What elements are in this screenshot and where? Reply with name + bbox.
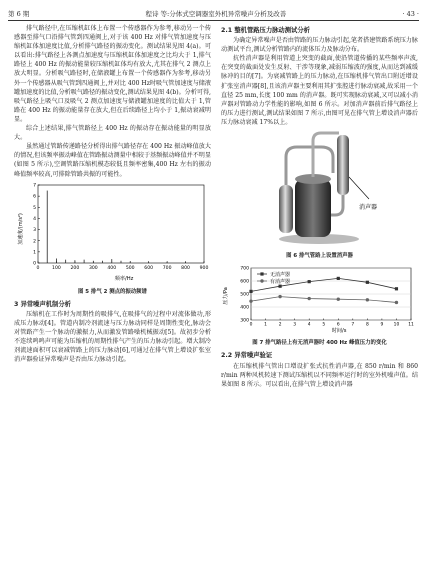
data-point xyxy=(337,277,340,280)
y-tick-label: 4 xyxy=(33,216,36,222)
y-tick-label: 2 xyxy=(33,238,36,244)
data-point xyxy=(395,301,398,304)
data-point xyxy=(249,290,252,293)
page-number: · 43 · xyxy=(402,10,419,18)
x-tick-label: 7 xyxy=(351,322,355,328)
paragraph: 压缩机在工作时为周期性的吸排气,在吸排气的过程中对流体做功,形成压力脉动[4]。管道内制冷剂流速与压力脉动同样是周期性变化,脉动会对管路产生一个脉动的激振力,从而激发管路噪机械振动[5]。故初步分析不连续鸣鸣声可能为压缩机的周期性排气产生的压力脉动引起。增大制冷剂流速面积可以衰减管路上的压力脉动[6],可通过在排气管上增设扩张室消声器验证异常噪声是否由压力脉动引起。 xyxy=(14,310,211,364)
x-tick-label: 10 xyxy=(393,322,400,328)
data-point xyxy=(278,285,281,288)
paragraph: 排气路径中,在压缩机缸体上布置一个传感器作为参考,移动另一个传感器至排气口沿排气管到四通阀上,对于该 400 Hz 对排气管加速度与压缩机缸体加速度比值,分析排气路径的振动变化。测试结果见图 4(a)。可以看出:排气路径上各测点加速度与压缩机缸体加速度之比均大于 1,排气路径上 400 Hz 的振动能量较压缩机缸体均有放大,尤其在排气 2 测点上放大明显。分析吸气路径时,在储液罐上布置一个传感器作为参考,移动另外一个传感器从吸气管到四通阀上,并对比 400 Hz时吸气管加速度与储液罐加速度的比值,分析吸气路径的振动变化,测试结果见图 4(b)。分析可得,吸气路径上吸气口及吸气 2 测点加速度与储液罐加速度的比值大于 1,管路在 400 Hz 的振动能量存在放大,但在后续路径上均小于 1,振动衰减明显。 xyxy=(14,25,211,123)
right-column xyxy=(221,24,418,389)
y-tick-label: 3 xyxy=(33,227,36,233)
paragraph: 虽然通过管路传递路径分析得出排气路径存在 400 Hz 振动峰值放大的情况,但该频率振动峰值在管路振动测量中相较于基频振动峰值并不明显(如图 5 所示),空调管路压缩机模态较低且频率密集,400 Hz 左右的振动峰值频率较高,可排除管路共振的可能性。 xyxy=(14,143,211,178)
figure-caption: 图 6 排气管路上设置消声器 xyxy=(286,253,353,260)
data-point xyxy=(278,295,281,298)
paragraph: 为确定异常噪声是否由管路的压力脉动引起,笔者搭建管路系统压力脉动测试平台,测试分析管路内的流体压力及脉动分布。 xyxy=(221,37,418,54)
figure-7 xyxy=(221,264,418,348)
data-point xyxy=(337,298,340,301)
x-tick-label: 4 xyxy=(307,322,311,328)
series-line xyxy=(251,297,396,303)
x-tick-label: 11 xyxy=(408,322,414,328)
x-tick-label: 700 xyxy=(162,265,172,271)
running-title: 程诗 等:分体式空调器室外机异常噪声分析及改善 xyxy=(145,10,287,18)
x-tick-label: 5 xyxy=(322,322,326,328)
x-tick-label: 8 xyxy=(365,322,369,328)
paragraph: 综合上述结果,排气管路径上 400 Hz 的振动存在振动能量的明显放大。 xyxy=(14,125,211,142)
x-tick-label: 0 xyxy=(36,265,40,271)
x-tick-label: 400 xyxy=(107,265,117,271)
x-tick-label: 3 xyxy=(293,322,297,328)
x-tick-label: 600 xyxy=(144,265,154,271)
y-tick-label: 700 xyxy=(240,266,249,272)
compressor-photo xyxy=(221,127,418,247)
left-column xyxy=(14,24,211,364)
figure-6 xyxy=(221,127,418,261)
y-tick-label: 5 xyxy=(33,205,36,211)
figure-caption: 图 5 排气 2 测点的振动频谱 xyxy=(78,288,147,295)
section-heading: 2.1 整机管路压力脉动测试分析 xyxy=(221,27,310,34)
y-tick-label: 6 xyxy=(33,194,36,200)
x-tick-label: 100 xyxy=(52,265,61,271)
x-tick-label: 900 xyxy=(199,265,209,271)
x-axis-label: 时间/s xyxy=(331,328,347,335)
y-axis-label: 压力/Pa xyxy=(223,287,229,305)
x-tick-label: 800 xyxy=(181,265,190,271)
data-point xyxy=(366,281,369,284)
plot-frame xyxy=(38,185,204,263)
data-point xyxy=(307,297,310,300)
legend-marker xyxy=(260,273,263,276)
legend-marker xyxy=(260,280,263,283)
section-heading: 2.2 异常噪声验证 xyxy=(221,352,273,360)
y-tick-label: 300 xyxy=(240,318,249,324)
x-tick-label: 9 xyxy=(380,322,384,328)
data-point xyxy=(395,287,398,290)
y-tick-label: 0 xyxy=(33,261,36,267)
paragraph: 在压缩机排气管出口增设扩张式抗性消声器,在 850 r/min 和 860 r/min 两种风机转速下测试压缩机以不同频率运行时的室外机噪声值。结果如图 8 所示。可以看出,在排气管上增设消声器 xyxy=(221,362,418,388)
data-point xyxy=(366,298,369,301)
x-tick-label: 500 xyxy=(125,265,135,271)
x-tick-label: 1 xyxy=(264,322,267,328)
legend-label: 无消声器 xyxy=(270,272,291,279)
y-tick-label: 500 xyxy=(240,292,249,298)
x-tick-label: 6 xyxy=(336,322,340,328)
y-tick-label: 1 xyxy=(33,250,36,256)
y-tick-label: 600 xyxy=(240,279,249,285)
vibration-spectrum-chart xyxy=(14,179,211,283)
x-axis-label: 频率/Hz xyxy=(114,275,134,282)
y-axis-label: 加速度/(m/s²) xyxy=(18,212,24,245)
page-header xyxy=(8,6,419,21)
figure-5 xyxy=(14,179,211,297)
issue-number: 第 6 期 xyxy=(8,10,30,18)
x-tick-label: 0 xyxy=(249,322,253,328)
data-point xyxy=(308,280,311,283)
figure-caption: 图 7 排气路径上有无消声器时 400 Hz 峰值压力的变化 xyxy=(252,340,387,347)
x-tick-label: 300 xyxy=(88,265,98,271)
y-tick-label: 400 xyxy=(240,305,249,311)
pressure-comparison-chart xyxy=(221,264,418,334)
section-heading: 3 异常噪声机制分析 xyxy=(14,300,71,308)
x-tick-label: 200 xyxy=(70,265,80,271)
data-point xyxy=(249,300,252,303)
legend-label: 有消声器 xyxy=(270,279,291,286)
y-tick-label: 7 xyxy=(33,183,36,189)
paragraph: 抗性消声器是利用管道上突变的截面,使沿管道传播的某些频率声波,在突变的截面处发生反射、干涉等现象,减弱压缩波的强度,从而达到减缓脉冲的目的[7]。为衰减管路上的压力脉动,在压缩机排气管出口附近增设扩张室消声器[8],且该消声器主要利用其扩张腔进行脉动衰减,故采用一个直径 25 mm,长度 100 mm 的消声器。既可实现脉动衰减,又可以减小消声器对管路动力学性能的影响,如图 6 所示。对加消声器前后排气路径上的压力进行测试,测试结果如图 7 所示,由图可见在排气管上增设消声器后压力脉动衰减 17%以上。 xyxy=(221,55,418,126)
x-tick-label: 2 xyxy=(278,322,282,328)
muffler-label: 消声器 xyxy=(359,204,378,212)
